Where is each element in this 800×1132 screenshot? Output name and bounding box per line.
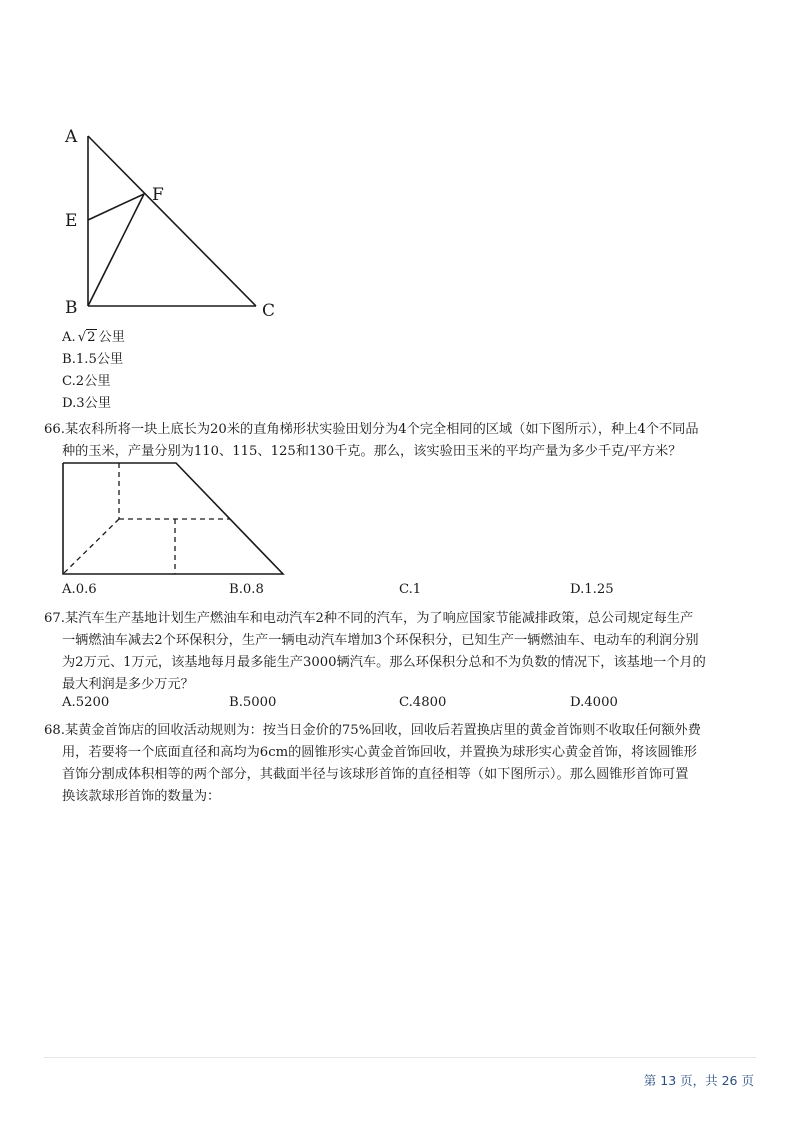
q66-option-c: C.1 xyxy=(399,582,422,597)
segment-bf xyxy=(88,194,144,306)
q67-option-b: B.5000 xyxy=(229,695,277,710)
q65-option-a-prefix: A. xyxy=(62,330,76,345)
q65-option-a-suffix: 公里 xyxy=(98,330,125,345)
q67-option-c: C.4800 xyxy=(399,695,447,710)
q65-option-a xyxy=(62,326,125,345)
point-label-f: F xyxy=(152,185,164,205)
dashed-divider-diagonal xyxy=(63,519,119,574)
vertex-label-c: C xyxy=(262,301,276,321)
q66-option-d: D.1.25 xyxy=(570,582,614,597)
q66-line-1: 66.某农科所将一块上底长为20米的直角梯形状实验田划分为4个完全相同的区域（如下图所示），种上4个不同品 xyxy=(44,422,699,437)
q65-option-c: C.2公里 xyxy=(62,374,111,389)
point-label-e: E xyxy=(65,211,78,231)
q68-line-4: 换该款球形首饰的数量为： xyxy=(62,789,221,804)
segment-ef xyxy=(88,194,144,220)
q65-option-d: D.3公里 xyxy=(62,396,112,411)
footer-divider xyxy=(44,1057,756,1058)
q67-option-d: D.4000 xyxy=(570,695,618,710)
q65-option-b: B.1.5公里 xyxy=(62,352,124,367)
q68-line-3: 首饰分割成体积相等的两个部分，其截面半径与该球形首饰的直径相等（如下图所示）。那么圆锥形首饰可置 xyxy=(62,767,689,782)
sqrt-symbol: √2 xyxy=(77,330,96,345)
q67-line-1: 67.某汽车生产基地计划生产燃油车和电动汽车2种不同的汽车，为了响应国家节能减排政策，总公司规定每生产 xyxy=(44,611,694,626)
q66-option-b: B.0.8 xyxy=(229,582,264,597)
q66-line-2: 种的玉米，产量分别为110、115、125和130千克。那么，该实验田玉米的平均产量为多少千克/平方米？ xyxy=(62,444,682,459)
page-number: 第 13 页，共 26 页 xyxy=(643,1073,754,1088)
q67-option-a: A.5200 xyxy=(62,695,110,710)
q67-line-4: 最大利润是多少万元？ xyxy=(62,677,194,692)
q67-line-3: 为2万元、1万元，该基地每月最多能生产3000辆汽车。那么环保积分总和不为负数的情况下，该基地一个月的 xyxy=(62,655,706,670)
q67-line-2: 一辆燃油车减去2个环保积分，生产一辆电动汽车增加3个环保积分，已知生产一辆燃油车、电动车的利润分别 xyxy=(62,633,699,648)
q68-line-1: 68.某黄金首饰店的回收活动规则为：按当日金价的75%回收，回收后若置换店里的黄金首饰则不收取任何额外费 xyxy=(44,723,701,738)
vertex-label-b: B xyxy=(65,298,78,318)
triangle-figure xyxy=(56,118,296,322)
vertex-label-a: A xyxy=(65,127,78,147)
segment-ac xyxy=(88,136,256,306)
trapezoid-figure xyxy=(58,458,290,580)
q65-option-a-radicand: 2 xyxy=(87,330,96,345)
q66-option-a: A.0.6 xyxy=(62,582,97,597)
q68-line-2: 用，若要将一个底面直径和高均为6cm的圆锥形实心黄金首饰回收，并置换为球形实心黄金首饰，将该圆锥形 xyxy=(62,745,697,760)
